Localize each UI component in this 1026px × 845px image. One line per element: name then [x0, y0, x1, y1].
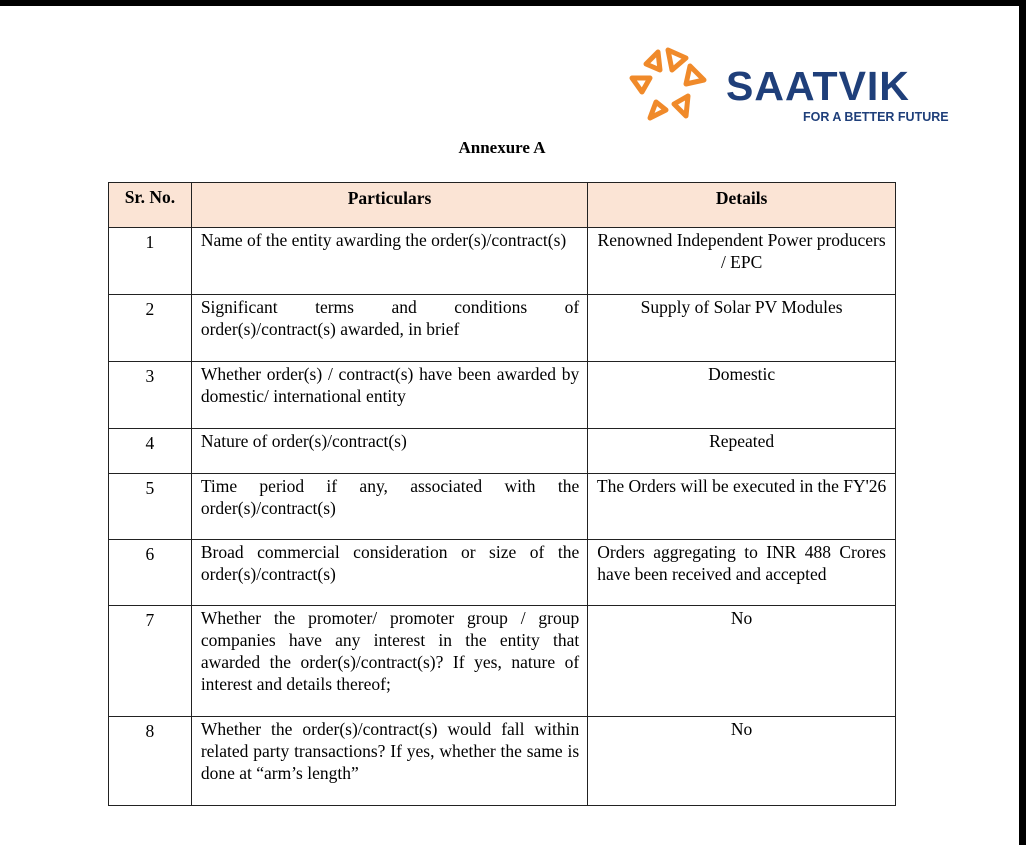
- particulars-cell: Whether the promoter/ promoter group / group companies have any interest in the entity that awarded the order(s)/contract(s)? If yes, nature of interest and details thereof;: [191, 606, 587, 717]
- table-row: [109, 362, 896, 429]
- sr-no-cell: 1: [109, 228, 192, 295]
- table-row: [109, 717, 896, 806]
- particulars-cell: Name of the entity awarding the order(s)/contract(s): [191, 228, 587, 295]
- particulars-cell: Time period if any, associated with the order(s)/contract(s): [191, 474, 587, 540]
- sr-no-cell: 4: [109, 429, 192, 474]
- details-cell: Supply of Solar PV Modules: [588, 295, 896, 362]
- particulars-cell: Broad commercial consideration or size of the order(s)/contract(s): [191, 540, 587, 606]
- details-cell: Renowned Independent Power producers / EPC: [588, 228, 896, 295]
- header-details: Details: [588, 183, 896, 228]
- screen-edge: [1019, 0, 1026, 845]
- particulars-cell: Significant terms and conditions of order(s)/contract(s) awarded, in brief: [191, 295, 587, 362]
- table-row: [109, 474, 896, 540]
- table-row: [109, 606, 896, 717]
- details-cell: Domestic: [588, 362, 896, 429]
- page-title: Annexure A: [458, 138, 546, 157]
- particulars-cell: Whether order(s) / contract(s) have been awarded by domestic/ international entity: [191, 362, 587, 429]
- table-header-row: [109, 183, 896, 228]
- sr-no-cell: 8: [109, 717, 192, 806]
- sr-no-cell: 7: [109, 606, 192, 717]
- sr-no-cell: 2: [109, 295, 192, 362]
- sun-emblem-icon: [628, 44, 718, 130]
- sr-no-cell: 5: [109, 474, 192, 540]
- details-cell: No: [588, 717, 896, 806]
- brand-name: SAATVIK: [726, 63, 910, 109]
- saatvik-logo: [628, 44, 968, 130]
- particulars-cell: Nature of order(s)/contract(s): [191, 429, 587, 474]
- sr-no-cell: 6: [109, 540, 192, 606]
- sr-no-cell: 3: [109, 362, 192, 429]
- header-sr-no: Sr. No.: [109, 183, 192, 228]
- details-cell: The Orders will be executed in the FY'26: [588, 474, 896, 540]
- brand-tagline: FOR A BETTER FUTURE: [803, 110, 949, 124]
- details-cell: No: [588, 606, 896, 717]
- header-particulars: Particulars: [191, 183, 587, 228]
- table-row: [109, 228, 896, 295]
- details-cell: Repeated: [588, 429, 896, 474]
- table-row: [109, 295, 896, 362]
- details-cell: Orders aggregating to INR 488 Crores have been received and accepted: [588, 540, 896, 606]
- particulars-cell: Whether the order(s)/contract(s) would fall within related party transactions? If yes, whether the same is done at “arm’s length”: [191, 717, 587, 806]
- table-row: [109, 540, 896, 606]
- annexure-table: [108, 182, 896, 806]
- table-row: [109, 429, 896, 474]
